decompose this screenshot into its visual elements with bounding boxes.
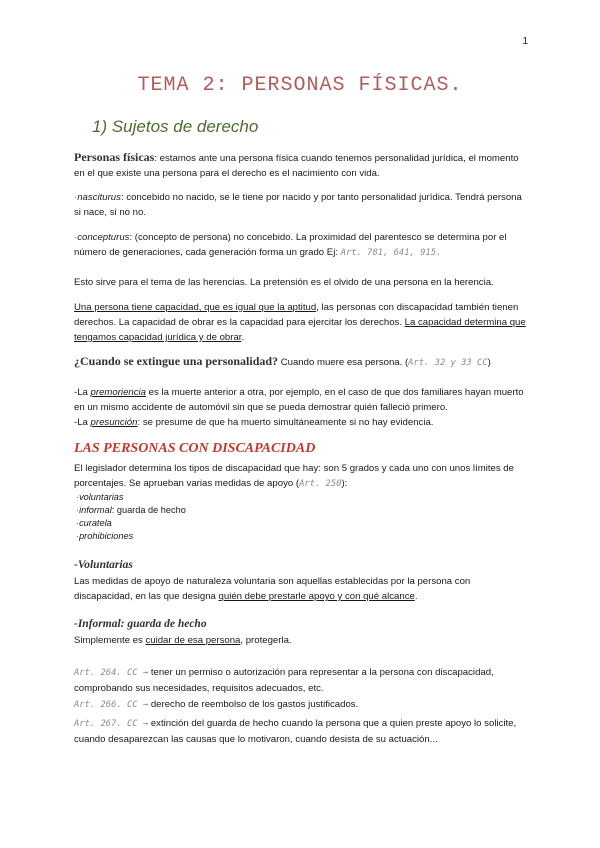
underlined-text: La capacidad determina que tengamos capacidad jurídica y de obrar bbox=[74, 317, 526, 343]
text: -La bbox=[74, 387, 91, 398]
page-title: TEMA 2: PERSONAS FÍSICAS. bbox=[137, 74, 463, 97]
handwritten-note: Art. 264. CC → bbox=[74, 668, 149, 678]
text: : concebido no nacido, se le tiene por nacido y por tanto personalidad jurídica. Tendrá persona si nace, si no no. bbox=[74, 192, 522, 218]
bullet: · bbox=[76, 518, 80, 528]
bullet: · bbox=[74, 192, 78, 203]
term-premoriencia: premoriencia bbox=[90, 387, 147, 398]
term-nasciturus: nasciturus bbox=[77, 192, 121, 203]
list-item bbox=[76, 530, 186, 543]
article-266 bbox=[74, 697, 530, 713]
text: , las personas con discapacidad también tienen derechos. La capacidad de obrar es la capacidad para ejercitar los derechos. bbox=[74, 302, 519, 328]
text: . bbox=[414, 591, 418, 602]
list-item bbox=[76, 491, 186, 504]
term-presuncion: presunción bbox=[90, 417, 138, 428]
text: : se presume de que ha muerto simultáneamente si no hay evidencia. bbox=[137, 417, 434, 428]
text: Simplemente es bbox=[74, 635, 146, 646]
section-heading: 1) Sujetos de derecho bbox=[92, 117, 259, 136]
list-item-label: informal bbox=[79, 505, 112, 515]
underlined-text: Una persona tiene capacidad, que es igual que la aptitud bbox=[74, 302, 317, 313]
paragraph-personas-fisicas bbox=[74, 150, 530, 181]
underlined-text: quién debe prestarle apoyo y con qué alcance bbox=[218, 591, 415, 602]
text: ): bbox=[341, 478, 348, 489]
text: . bbox=[241, 332, 245, 343]
text: ) bbox=[487, 357, 491, 368]
bullet: · bbox=[76, 492, 80, 502]
section-heading-discapacidad: LAS PERSONAS CON DISCAPACIDAD bbox=[74, 441, 316, 456]
paragraph-informal bbox=[74, 633, 530, 648]
article-264 bbox=[74, 665, 530, 696]
bullet: · bbox=[74, 232, 78, 243]
handwritten-note: Art. 32 y 33 CC bbox=[408, 358, 488, 368]
list-item bbox=[76, 504, 186, 517]
paragraph-nasciturus bbox=[74, 190, 530, 220]
text: , protegerla. bbox=[240, 635, 292, 646]
text: : guarda de hecho bbox=[111, 505, 186, 515]
text: Las medidas de apoyo de naturaleza voluntaria son aquellas establecidas por la persona con discapacidad, en las que designa bbox=[74, 576, 471, 602]
handwritten-note: Art. 266. CC → bbox=[74, 700, 149, 710]
handwritten-note: Art. 781, 641, 915. bbox=[340, 248, 442, 258]
paragraph-capacidad bbox=[74, 300, 530, 345]
text: -La bbox=[74, 417, 91, 428]
handwritten-note: Art. 267. CC → bbox=[74, 719, 149, 729]
page-number: 1 bbox=[522, 36, 528, 47]
paragraph-herencias: Esto sirve para el tema de las herencias. La pretensión es el olvido de una persona en la herencia. bbox=[74, 277, 494, 288]
subheading-voluntarias: -Voluntarias bbox=[74, 559, 133, 571]
bullet: · bbox=[76, 505, 80, 515]
text: es la muerte anterior a otra, por ejemplo, en el caso de que dos familiares hayan muerto en un mismo accidente de automóvil sin que se pueda demostrar quién falleció primero. bbox=[74, 387, 524, 413]
text: derecho de reembolso de los gastos justificados. bbox=[148, 699, 359, 710]
article-267 bbox=[74, 716, 530, 747]
subheading-informal: -Informal: guarda de hecho bbox=[74, 618, 207, 630]
text: : (concepto de persona) no concebido. La proximidad del parentesco se determina por el número de generaciones, cada generación forma un grado Ej: bbox=[74, 232, 507, 258]
underlined-text: cuidar de esa persona bbox=[145, 635, 241, 646]
text: tener un permiso o autorización para representar a la persona con discapacidad, comprobando sus necesidades, requisitos adecuados, etc. bbox=[74, 667, 494, 694]
paragraph-legislador bbox=[74, 461, 530, 492]
list-item bbox=[76, 517, 186, 530]
list-item-label: curatela bbox=[79, 518, 112, 528]
text: Cuando muere esa persona. ( bbox=[278, 357, 409, 368]
text: extinción del guarda de hecho cuando la persona que a quien preste apoyo lo solicite, cuando desaparezcan las causas que lo motivaron, cuando desista de su actuación... bbox=[74, 718, 517, 745]
bullet: · bbox=[76, 531, 80, 541]
text: : estamos ante una persona física cuando tenemos personalidad jurídica, el momento en el que existe una persona para el derecho es el nacimiento con vida. bbox=[74, 153, 519, 179]
question-heading: ¿Cuando se extingue una personalidad? bbox=[74, 354, 279, 368]
text: El legislador determina los tipos de discapacidad que hay: son 5 grados y cada uno con unos límites de porcentajes. Se aprueban varias medidas de apoyo ( bbox=[74, 463, 514, 489]
handwritten-note: Art. 250 bbox=[299, 479, 342, 489]
list-item-label: prohibiciones bbox=[79, 531, 134, 541]
support-measures-list bbox=[76, 491, 186, 543]
paragraph-extincion bbox=[74, 354, 530, 371]
paragraph-voluntarias bbox=[74, 574, 530, 604]
paragraph-concepturus bbox=[74, 230, 530, 261]
paragraph-premoriencia bbox=[74, 385, 530, 430]
list-item-label: voluntarias bbox=[79, 492, 124, 502]
term-concepturus: concepturus bbox=[77, 232, 130, 243]
term-personas-fisicas: Personas físicas bbox=[74, 150, 155, 164]
